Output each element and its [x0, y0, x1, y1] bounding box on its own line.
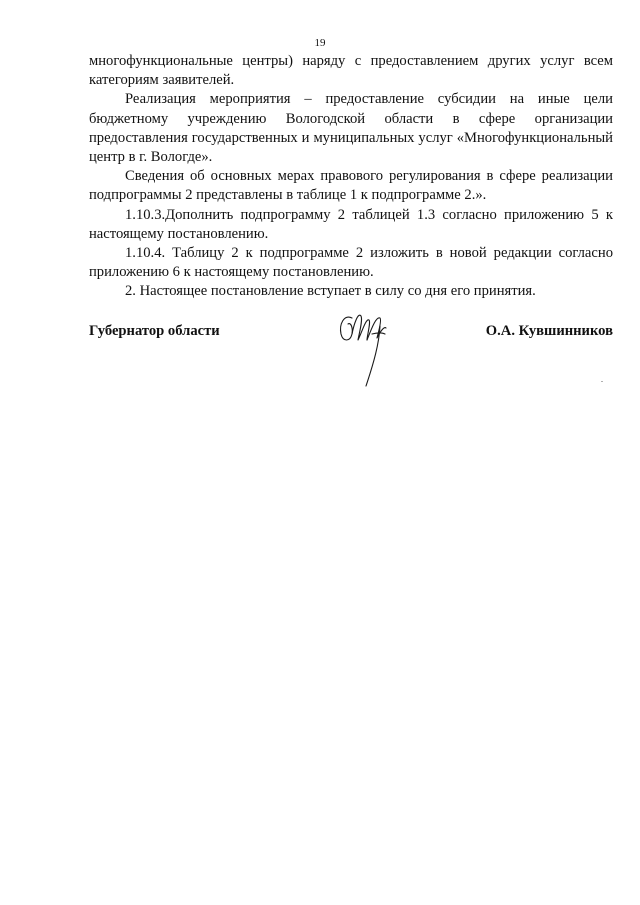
- paragraph-legal-regulation: Сведения об основных мерах правового регулирования в сфере реализации подпрограммы 2 представлены в таблице 1 к подпрограмме 2.».: [89, 168, 613, 204]
- paragraph-measure-implementation: Реализация мероприятия – предоставление субсидии на иные цели бюджетному учреждению Вологодской области в сфере организации предоставления государственных и муниципальных услуг «Многофункциональный центр в г. Вологде».: [89, 91, 613, 166]
- paragraph-continuation: многофункциональные центры) наряду с предоставлением других услуг всем категориям заявителей.: [89, 53, 613, 89]
- signer-title: Губернатор области: [89, 323, 220, 339]
- body-text: [89, 52, 613, 302]
- signer-name: О.А. Кувшинников: [485, 323, 613, 339]
- paragraph-item-1-10-3: 1.10.3.Дополнить подпрограмму 2 таблицей 1.3 согласно приложению 5 к настоящему постановлению.: [89, 206, 613, 242]
- handwritten-signature: [336, 304, 396, 390]
- paragraph-item-2: 2. Настоящее постановление вступает в силу со дня его принятия.: [125, 283, 536, 300]
- page-number: 19: [314, 37, 326, 49]
- scan-speck: [601, 381, 603, 382]
- paragraph-item-1-10-4: 1.10.4. Таблицу 2 к подпрограмме 2 изложить в новой редакции согласно приложению 6 к настоящему постановлению.: [89, 245, 613, 281]
